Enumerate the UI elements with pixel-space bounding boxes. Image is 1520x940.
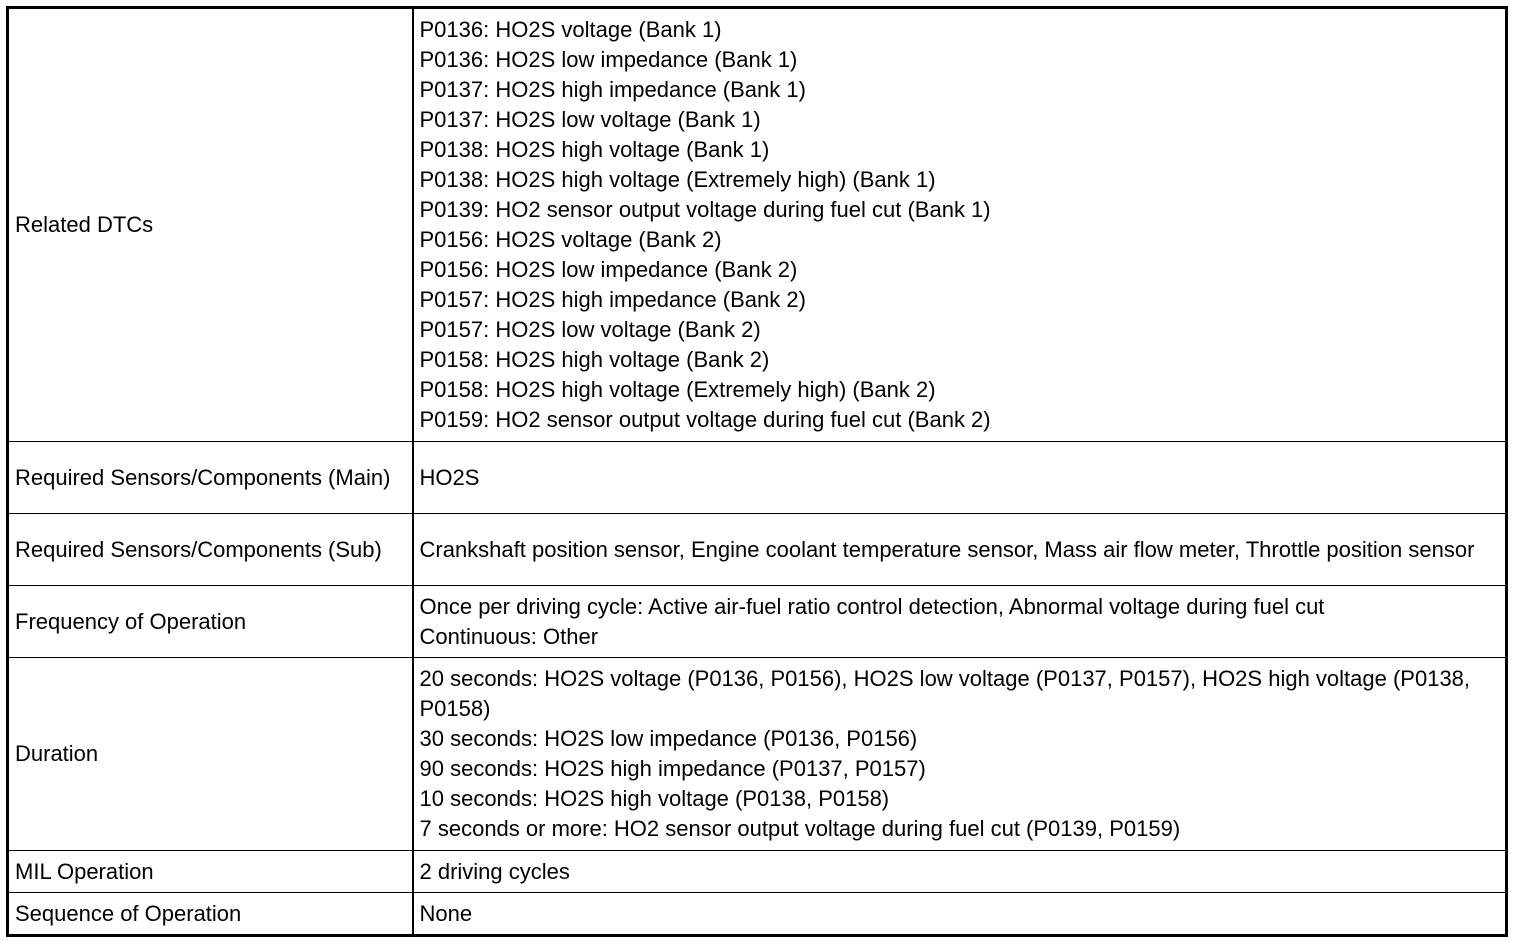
row-label-required-main bbox=[8, 442, 413, 514]
value-line: Continuous: Other bbox=[419, 623, 599, 649]
row-value-mil-operation bbox=[413, 851, 1507, 893]
row-value-related-dtcs bbox=[413, 8, 1507, 442]
dtc-line: P0158: HO2S high voltage (Extremely high) (Bank 2) bbox=[419, 377, 936, 402]
row-value-frequency bbox=[413, 586, 1507, 658]
label-text: Frequency of Operation bbox=[15, 608, 247, 634]
dtc-line: P0158: HO2S high voltage (Bank 2) bbox=[419, 347, 770, 372]
dtc-line: P0157: HO2S high impedance (Bank 2) bbox=[419, 287, 806, 312]
dtc-spec-table bbox=[6, 6, 1508, 937]
dtc-line: P0156: HO2S low impedance (Bank 2) bbox=[419, 257, 798, 282]
row-duration bbox=[8, 658, 1507, 851]
label-text: Required Sensors/Components (Main) bbox=[15, 464, 391, 490]
row-value-sequence-of-operation bbox=[413, 893, 1507, 936]
value-line: Once per driving cycle: Active air-fuel ratio control detection, Abnormal voltage during fuel cut bbox=[419, 593, 1325, 619]
label-text: Sequence of Operation bbox=[15, 900, 242, 926]
value-line: Crankshaft position sensor, Engine coolant temperature sensor, Mass air flow meter, Throttle position sensor bbox=[419, 536, 1475, 562]
dtc-line: P0159: HO2 sensor output voltage during fuel cut (Bank 2) bbox=[419, 407, 991, 432]
row-required-main bbox=[8, 442, 1507, 514]
value-line: 2 driving cycles bbox=[419, 858, 570, 884]
row-value-duration bbox=[413, 658, 1507, 851]
value-line: 90 seconds: HO2S high impedance (P0137, P0157) bbox=[419, 756, 926, 781]
dtc-line: P0138: HO2S high voltage (Bank 1) bbox=[419, 137, 770, 162]
value-line: 30 seconds: HO2S low impedance (P0136, P0156) bbox=[419, 726, 918, 751]
row-label-related-dtcs bbox=[8, 8, 413, 442]
value-line: None bbox=[419, 900, 473, 926]
row-required-sub bbox=[8, 514, 1507, 586]
label-text: Related DTCs bbox=[15, 212, 154, 237]
row-value-required-main bbox=[413, 442, 1507, 514]
row-sequence-of-operation bbox=[8, 893, 1507, 936]
row-value-required-sub bbox=[413, 514, 1507, 586]
dtc-line: P0137: HO2S high impedance (Bank 1) bbox=[419, 77, 806, 102]
dtc-line: P0156: HO2S voltage (Bank 2) bbox=[419, 227, 722, 252]
dtc-line: P0139: HO2 sensor output voltage during fuel cut (Bank 1) bbox=[419, 197, 991, 222]
row-label-required-sub bbox=[8, 514, 413, 586]
dtc-line: P0136: HO2S low impedance (Bank 1) bbox=[419, 47, 798, 72]
value-line: 7 seconds or more: HO2 sensor output voltage during fuel cut (P0139, P0159) bbox=[419, 816, 1181, 841]
row-label-duration bbox=[8, 658, 413, 851]
row-label-frequency bbox=[8, 586, 413, 658]
value-line: HO2S bbox=[419, 464, 480, 490]
row-related-dtcs bbox=[8, 8, 1507, 442]
label-text: MIL Operation bbox=[15, 858, 154, 884]
row-frequency bbox=[8, 586, 1507, 658]
label-text: Required Sensors/Components (Sub) bbox=[15, 536, 382, 562]
value-line: 10 seconds: HO2S high voltage (P0138, P0158) bbox=[419, 786, 890, 811]
row-label-sequence-of-operation bbox=[8, 893, 413, 936]
dtc-line: P0136: HO2S voltage (Bank 1) bbox=[419, 17, 722, 42]
dtc-line: P0157: HO2S low voltage (Bank 2) bbox=[419, 317, 761, 342]
row-mil-operation bbox=[8, 851, 1507, 893]
label-text: Duration bbox=[15, 741, 99, 766]
row-label-mil-operation bbox=[8, 851, 413, 893]
dtc-line: P0137: HO2S low voltage (Bank 1) bbox=[419, 107, 761, 132]
dtc-line: P0138: HO2S high voltage (Extremely high) (Bank 1) bbox=[419, 167, 936, 192]
value-line: 20 seconds: HO2S voltage (P0136, P0156), HO2S low voltage (P0137, P0157), HO2S high voltage (P0138, P0158) bbox=[419, 666, 1471, 721]
